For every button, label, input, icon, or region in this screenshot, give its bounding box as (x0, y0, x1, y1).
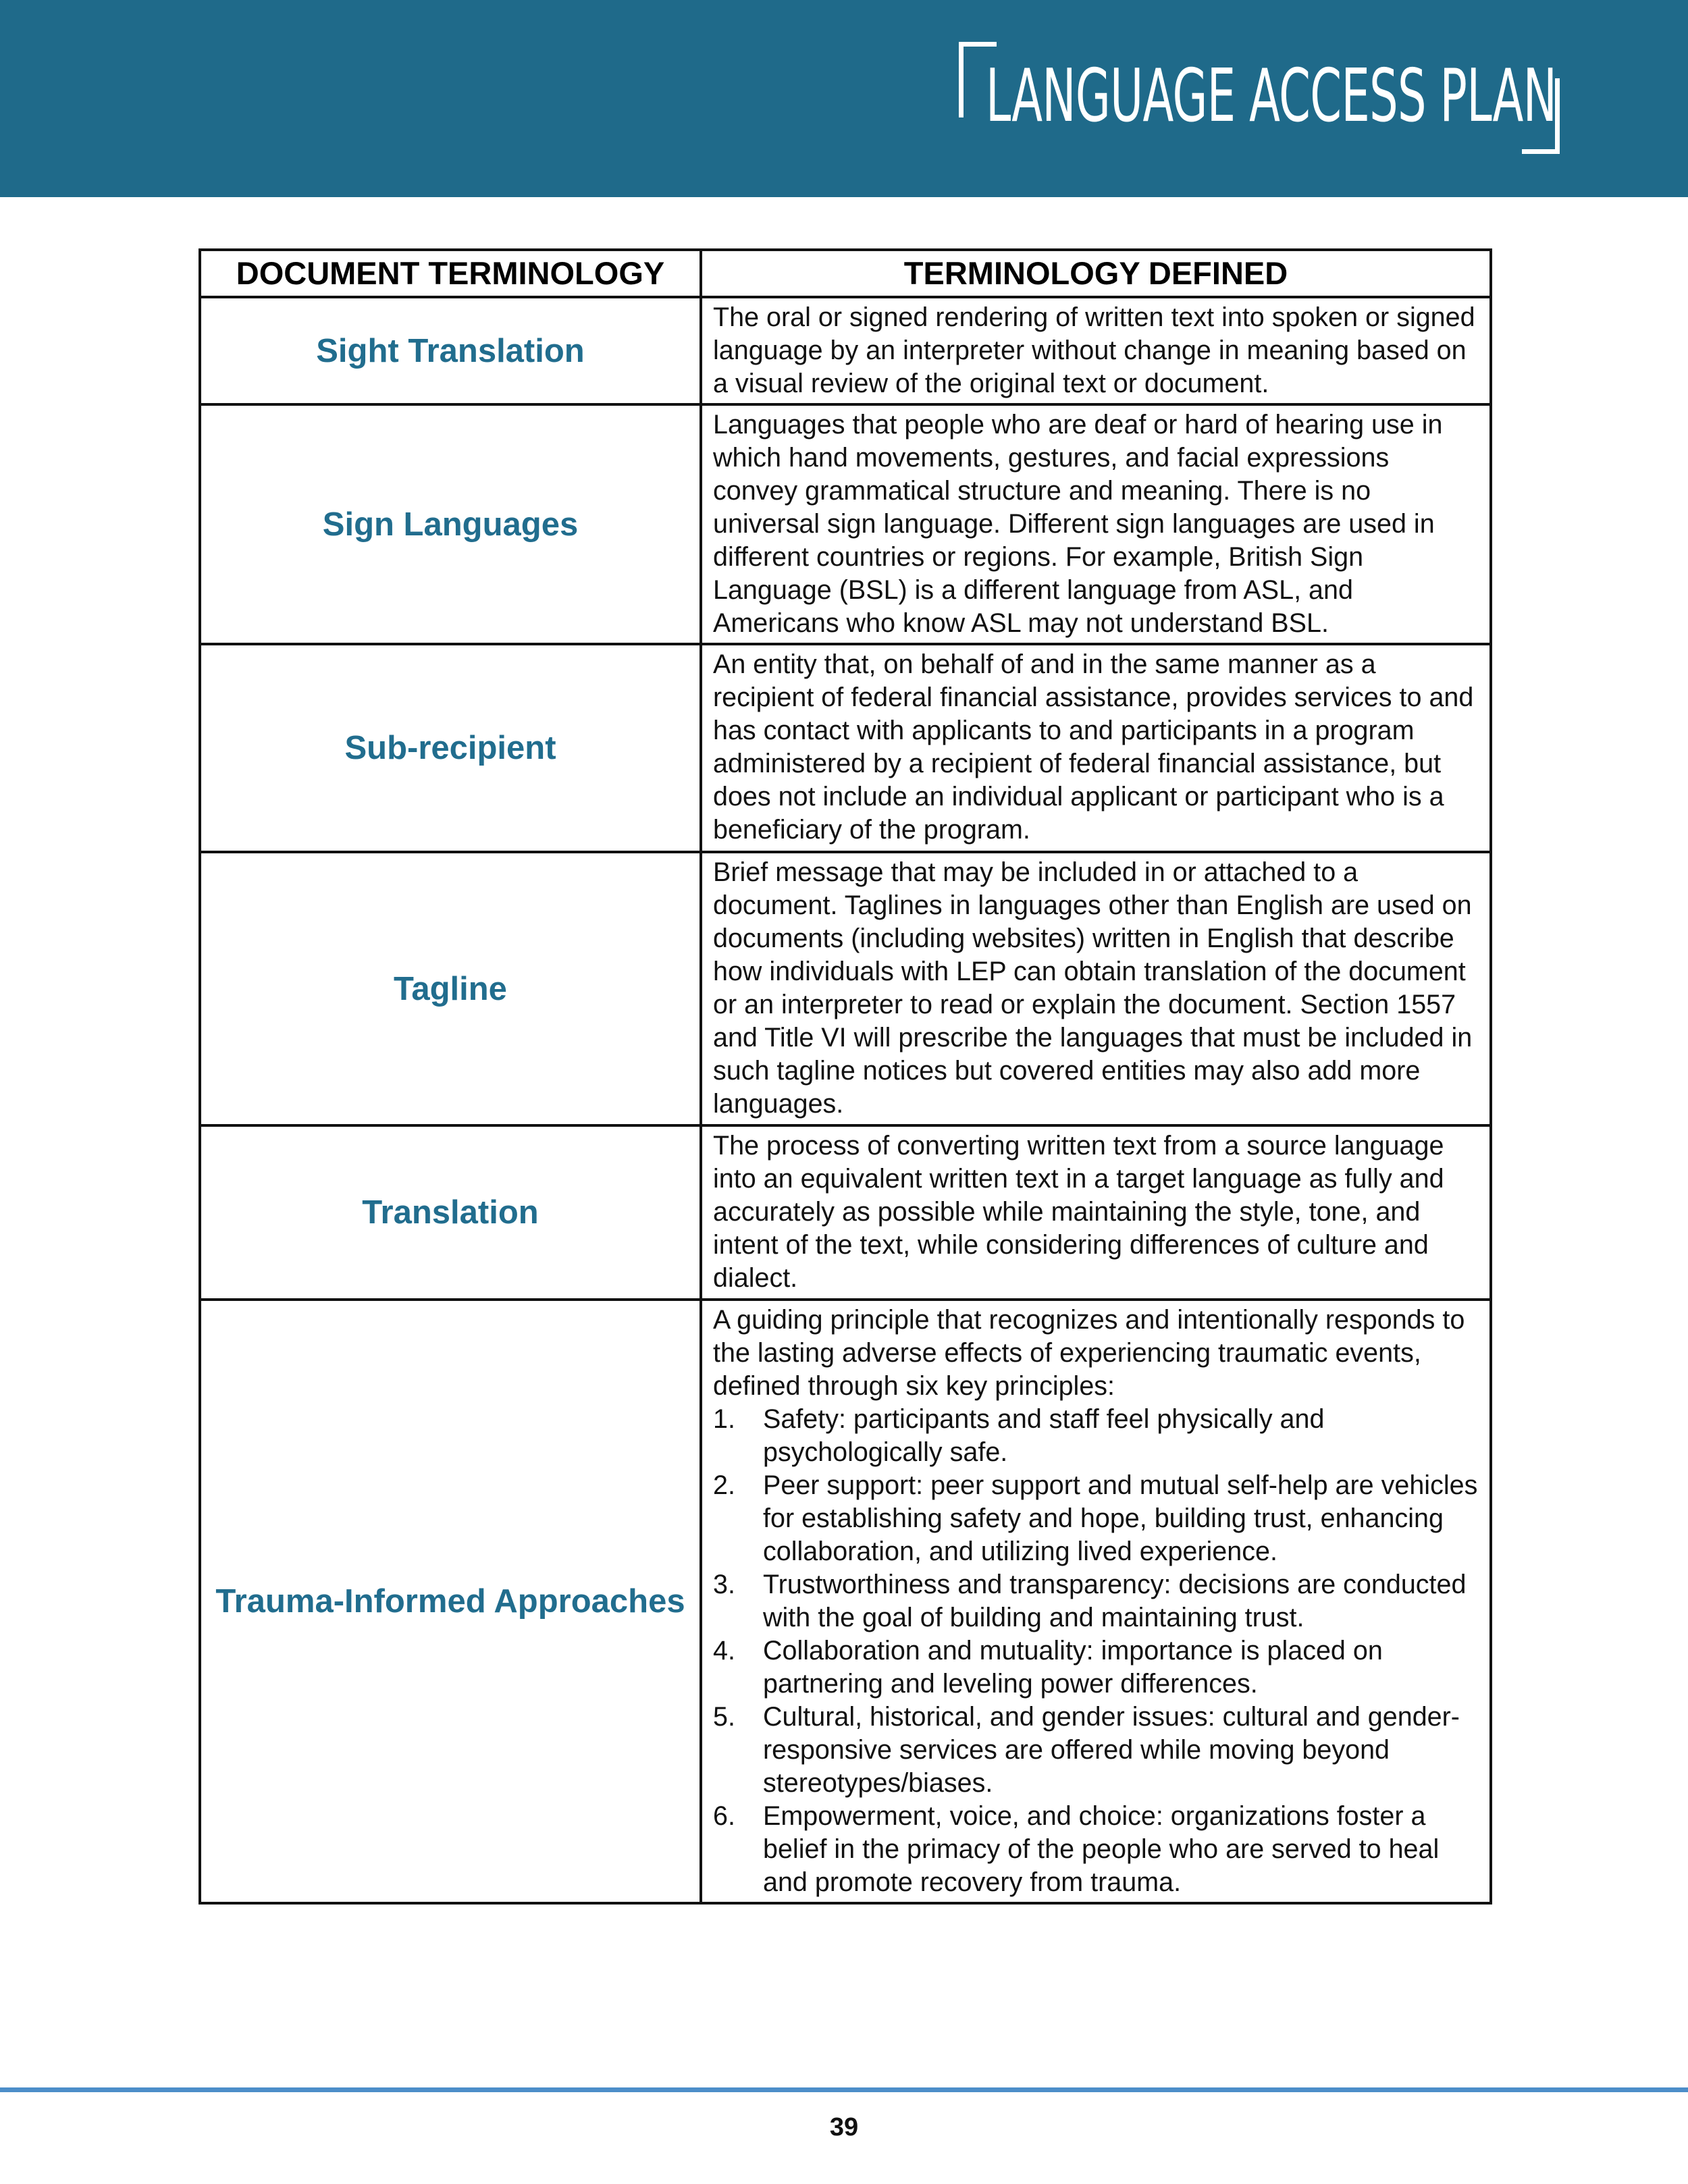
definition-sight-translation: The oral or signed rendering of written text into spoken or signed language by an interpreter without change in meaning based on a visual review of the original text or document. (701, 297, 1491, 404)
list-item (713, 1701, 1480, 1800)
term-sight-translation: Sight Translation (200, 297, 701, 404)
table-row (200, 404, 1491, 644)
table-row (200, 1300, 1491, 1903)
term-translation: Translation (200, 1125, 701, 1300)
list-item (713, 1469, 1480, 1568)
list-text: Empowerment, voice, and choice: organizations foster a belief in the primacy of the people who are served to heal and promote recovery from trauma. (763, 1801, 1440, 1897)
term-sign-languages: Sign Languages (200, 404, 701, 644)
list-number: 4. (713, 1636, 735, 1666)
list-text: Safety: participants and staff feel physically and psychologically safe. (763, 1404, 1325, 1467)
list-text: Cultural, historical, and gender issues: cultural and gender-responsive services are offered while moving beyond stereotypes/biases. (763, 1702, 1460, 1798)
key-principles-list (713, 1403, 1480, 1899)
header-document-terminology: DOCUMENT TERMINOLOGY (200, 250, 701, 297)
definition-sign-languages: Languages that people who are deaf or hard of hearing use in which hand movements, gestures, and facial expressions convey grammatical structure and meaning. There is no universal sign language. Different sign languages are used in different countries or regions. For example, British Sign Language (BSL) is a different language from ASL, and Americans who know ASL may not understand BSL. (701, 404, 1491, 644)
term-sub-recipient: Sub-recipient (200, 644, 701, 852)
table-header-row (200, 250, 1491, 297)
list-number: 1. (713, 1404, 735, 1434)
list-number: 6. (713, 1801, 735, 1831)
document-title: LANGUAGE ACCESS PLAN (986, 54, 1557, 138)
definition-translation: The process of converting written text from a source language into an equivalent written text in a target language as fully and accurately as possible while maintaining the style, tone, and intent of the text, while considering differences of culture and dialect. (701, 1125, 1491, 1300)
page-number: 39 (829, 2113, 859, 2141)
table-row (200, 1125, 1491, 1300)
definition-trauma-informed-approaches (701, 1300, 1491, 1903)
definition-sub-recipient: An entity that, on behalf of and in the same manner as a recipient of federal financial assistance, provides services to and has contact with applicants to and participants in a program administered by a recipient of federal financial assistance, but does not include an individual applicant or participant who is a beneficiary of the program. (701, 644, 1491, 852)
table-row (200, 644, 1491, 852)
list-text: Collaboration and mutuality: importance is placed on partnering and leveling power differences. (763, 1636, 1383, 1699)
header-terminology-defined: TERMINOLOGY DEFINED (701, 250, 1491, 297)
term-tagline: Tagline (200, 852, 701, 1125)
list-item (713, 1403, 1480, 1469)
bracket-bottom-right (1522, 78, 1560, 154)
list-number: 3. (713, 1570, 735, 1599)
list-number: 5. (713, 1702, 735, 1732)
definition-tagline: Brief message that may be included in or attached to a document. Taglines in languages other than English are used on documents (including websites) written in English that describe how individuals with LEP can obtain translation of the document or an interpreter to read or explain the document. Section 1557 and Title VI will prescribe the languages that must be included in such tagline notices but covered entities may also add more languages. (701, 852, 1491, 1125)
table-row (200, 297, 1491, 404)
definition-intro: A guiding principle that recognizes and intentionally responds to the lasting adverse effects of experiencing traumatic events, defined through six key principles: (713, 1305, 1465, 1401)
list-item (713, 1568, 1480, 1634)
list-item (713, 1634, 1480, 1701)
table-row (200, 852, 1491, 1125)
terminology-table (199, 248, 1492, 1905)
header-banner (0, 0, 1688, 197)
list-text: Trustworthiness and transparency: decisions are conducted with the goal of building and maintaining trust. (763, 1570, 1467, 1632)
list-text: Peer support: peer support and mutual self-help are vehicles for establishing safety and hope, building trust, enhancing collaboration, and utilizing lived experience. (763, 1470, 1478, 1566)
title-frame (959, 42, 1560, 154)
list-item (713, 1800, 1480, 1899)
footer-rule (0, 2087, 1688, 2092)
list-number: 2. (713, 1470, 735, 1500)
term-trauma-informed-approaches: Trauma-Informed Approaches (200, 1300, 701, 1903)
